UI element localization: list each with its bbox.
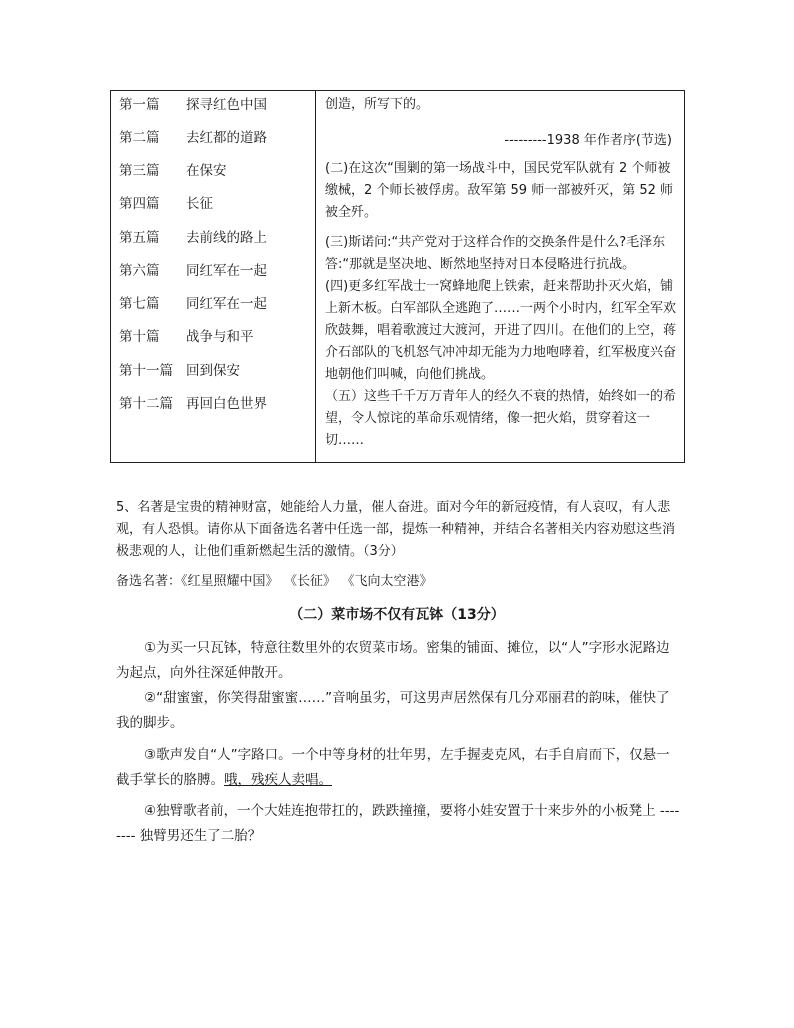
chapter-title: 在保安: [186, 163, 227, 179]
book-options-label: 备选名著：: [116, 574, 182, 589]
chapter-num: 第十篇: [119, 329, 160, 345]
excerpt-4: (四)更多红军战士一窝蜂地爬上铁索，赶来帮助扑灭火焰，铺上新木板。白军部队全逃跑了……一两个小时内，红军全军欢欣鼓舞，唱着歌渡过大渡河，开进了四川。在他们的上空，蒋介石部队的飞机怒气冲冲却无能为力地咆哮着，红军极度兴奋地朝他们叫喊，向他们挑战。: [325, 279, 677, 382]
chapter-num: 第一篇: [119, 97, 160, 113]
chapter-title: 同红军在一起: [186, 296, 267, 312]
underlined-phrase: 哦，残疾人卖唱。: [224, 772, 332, 788]
chapter-title: 同红军在一起: [186, 263, 267, 279]
chapter-title: 再回白色世界: [186, 396, 267, 412]
book-options: [116, 570, 445, 589]
chapter-row: [119, 396, 267, 412]
chapter-row: [119, 163, 227, 179]
chapter-num: 第四篇: [119, 196, 160, 212]
excerpt-intro: 创造，所写下的。: [325, 97, 430, 112]
chapter-num: 第五篇: [119, 230, 160, 246]
chapter-row: [119, 230, 267, 246]
chapter-title: 去前线的路上: [186, 230, 267, 246]
book-option: 《红星照耀中国》: [181, 574, 279, 589]
paragraph-1: [116, 636, 682, 686]
excerpt-2: (二)在这次“围剿的第一场战斗中，国民党军队就有 2 个师被缴械，2 个师长被俘虏。敌军第 59 师一部被歼灭，第 52 师被全歼。: [325, 161, 674, 220]
chapter-row: [119, 97, 267, 113]
paragraph-text: ②“甜蜜蜜，你笑得甜蜜蜜……”音响虽劣，可这男声居然保有几分邓丽君的韵味，催快了我的脚步。: [116, 690, 670, 731]
reading-table: [110, 90, 685, 463]
paragraph-text: ①为买一只瓦钵，特意往数里外的农贸菜市场。密集的铺面、摊位，以“人”字形水泥路边为起点，向外往深延伸散开。: [116, 640, 670, 681]
chapter-num: 第六篇: [119, 263, 160, 279]
chapter-title: 战争与和平: [186, 329, 254, 345]
excerpt-5: （五）这些千千万万青年人的经久不衰的热情，始终如一的希望，令人惊诧的革命乐观情绪，像一把火焰，贯穿着这一切……: [325, 389, 677, 448]
paragraph-2: [116, 686, 682, 736]
question-5: 5、名著是宝贵的精神财富，她能给人力量，催人奋进。面对今年的新冠疫情，有人哀叹，有人悲观，有人恐惧。请你从下面备选名著中任选一部，提炼一种精神，并结合名著相关内容劝慰这些消极悲观的人，让他们重新燃起生活的激情。（3分）: [116, 500, 676, 559]
chapter-row: [119, 363, 240, 379]
table-divider: [315, 91, 316, 462]
paragraph-text: ④独臂歌者前，一个大娃连抱带扛的，跌跌撞撞，要将小娃安置于十来步外的小板凳上 -------- 独臂男还生了二胎？: [116, 803, 680, 844]
chapter-title: 长征: [186, 196, 213, 212]
paragraph-3: [116, 743, 682, 793]
chapter-title: 回到保安: [186, 363, 240, 379]
book-option: 《飞向太空港》: [348, 574, 433, 589]
chapter-row: [119, 130, 267, 146]
paragraph-text: ③歌声发自“人”字路口。一个中等身材的壮年男，左手握麦克风，右手自肩而下，仅悬一截手掌长的胳膊。: [116, 747, 670, 788]
book-option: 《长征》: [290, 574, 337, 589]
chapter-row: [119, 329, 254, 345]
chapter-num: 第十一篇: [119, 363, 173, 379]
chapter-num: 第二篇: [119, 130, 160, 146]
chapter-row: [119, 263, 267, 279]
chapter-row: [119, 296, 267, 312]
chapter-title: 去红都的道路: [186, 130, 267, 146]
chapter-row: [119, 196, 213, 212]
excerpt-3: (三)斯诺问:“共产党对于这样合作的交换条件是什么?毛泽东答:“那就是坚决地、断然地坚持对日本侵略进行抗战。: [325, 235, 666, 272]
chapter-num: 第十二篇: [119, 396, 173, 412]
paragraph-4: [116, 799, 682, 849]
chapter-num: 第三篇: [119, 163, 160, 179]
section-title: （二）菜市场不仅有瓦钵（13分）: [289, 607, 505, 623]
excerpt-author-note: ---------1938 年作者序(节选): [504, 133, 672, 148]
chapter-num: 第七篇: [119, 296, 160, 312]
chapter-title: 探寻红色中国: [186, 97, 267, 113]
